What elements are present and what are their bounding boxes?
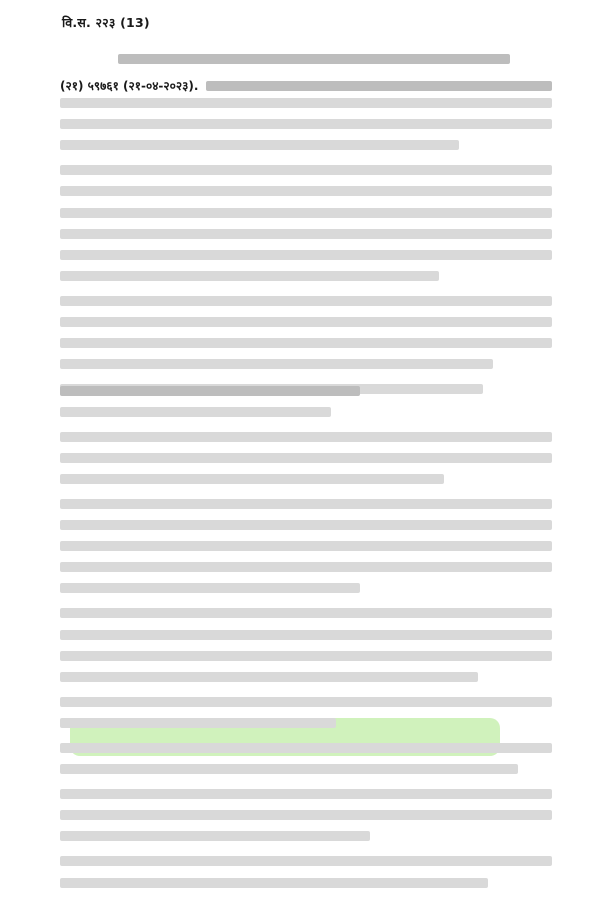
document-title [118, 50, 510, 68]
text-line [60, 474, 444, 492]
text-line [60, 98, 552, 116]
text-line [60, 718, 336, 736]
paragraph [60, 165, 552, 288]
text-line [60, 407, 331, 425]
text-line [60, 789, 552, 807]
reference-number: वि.स. २२३ (13) [62, 15, 150, 30]
text-line [60, 878, 488, 896]
text-line [60, 186, 552, 204]
paragraph [60, 697, 552, 736]
text-line [60, 453, 552, 471]
text-line [60, 541, 552, 559]
question-number: (२१) ५९७६१ (२१-०४-२०२३). [60, 79, 199, 94]
text-line [60, 583, 360, 601]
text-line [60, 271, 439, 289]
text-line [60, 140, 459, 158]
question-members [206, 77, 552, 95]
text-line [60, 165, 552, 183]
paragraph [60, 407, 552, 425]
text-line [60, 250, 552, 268]
text-line [60, 651, 552, 669]
paragraph [60, 789, 552, 849]
paragraph [60, 499, 552, 601]
answer-block [60, 382, 552, 899]
text-line [60, 520, 552, 538]
text-line [60, 432, 552, 450]
question-paragraphs [60, 98, 552, 406]
text-line [60, 119, 552, 137]
text-line [60, 630, 552, 648]
paragraph [60, 856, 552, 895]
text-line [60, 359, 493, 377]
text-line [60, 317, 552, 335]
text-line [60, 229, 552, 247]
answer-paragraphs [60, 407, 552, 899]
text-line [60, 672, 478, 690]
text-line [60, 764, 518, 782]
text-line [60, 338, 552, 356]
text-line [60, 856, 552, 874]
paragraph [60, 98, 552, 158]
question-block [60, 77, 552, 406]
text-line [60, 208, 552, 226]
text-line [60, 697, 552, 715]
paragraph [60, 608, 552, 689]
text-line [60, 562, 552, 580]
text-line [60, 810, 552, 828]
text-line [60, 608, 552, 626]
text-line [60, 296, 552, 314]
paragraph [60, 296, 552, 377]
paragraph [60, 432, 552, 492]
paragraph [60, 743, 552, 782]
answer-respondent [60, 386, 360, 404]
text-line [60, 743, 552, 761]
text-line [60, 831, 370, 849]
text-line [60, 499, 552, 517]
